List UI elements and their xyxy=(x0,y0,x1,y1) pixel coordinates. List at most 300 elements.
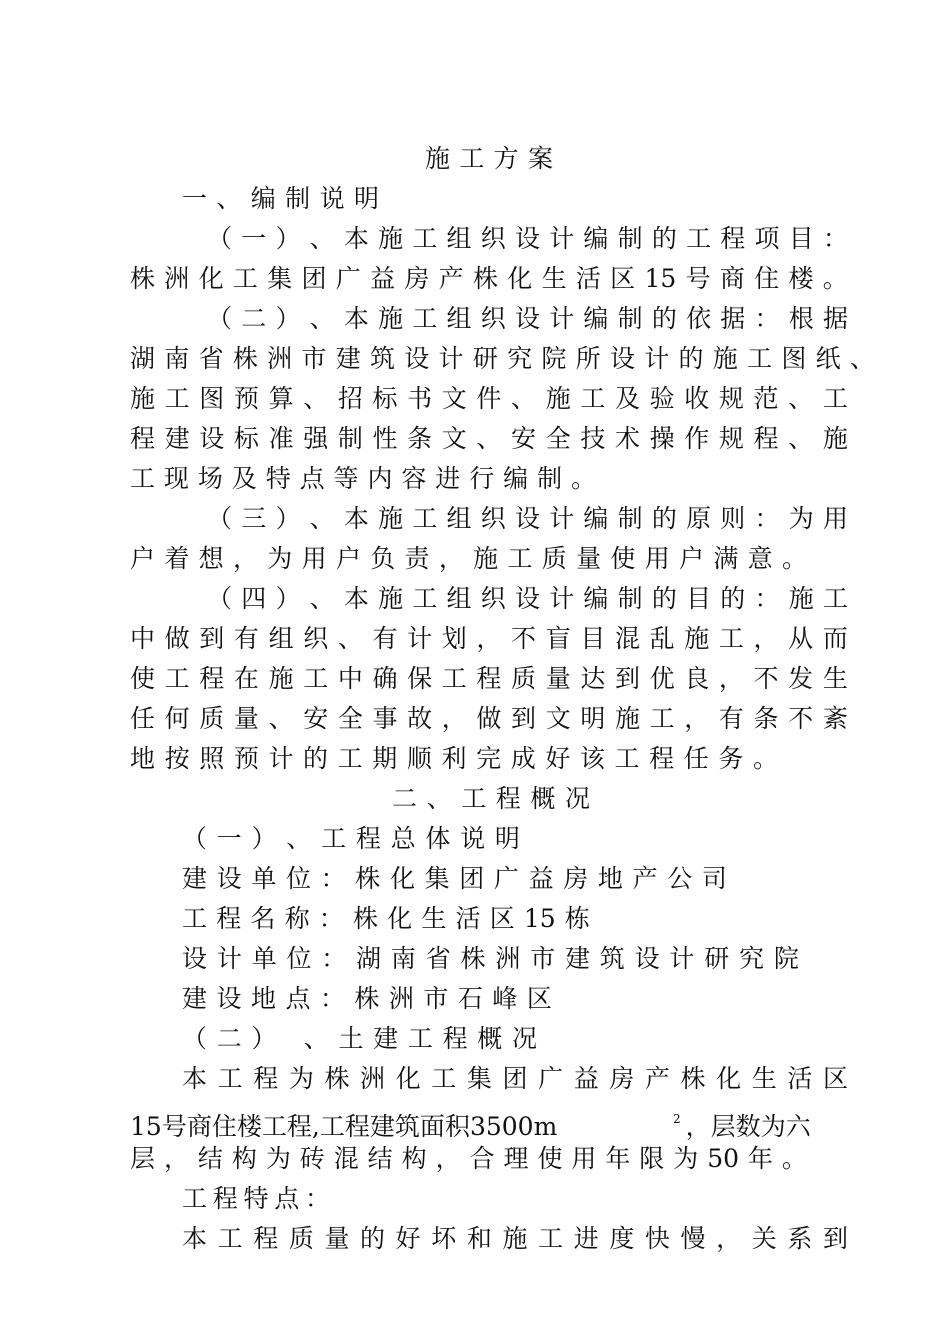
text-glyph: 制 xyxy=(617,584,643,613)
text-glyph: 、 xyxy=(788,424,814,453)
text-glyph: 中 xyxy=(130,624,156,653)
text-glyph: 而 xyxy=(822,624,848,653)
text-glyph: 混 xyxy=(614,624,640,653)
text-glyph: 目 xyxy=(580,624,606,653)
text-glyph: ： xyxy=(754,304,780,333)
text-glyph: 做 xyxy=(164,624,190,653)
text-glyph: 、 xyxy=(511,384,537,413)
text-glyph: ： xyxy=(822,224,848,253)
text-glyph: 。 xyxy=(781,1144,807,1173)
paragraph-line xyxy=(130,1144,807,1174)
text-glyph: 省 xyxy=(198,344,224,373)
text-glyph: 设 xyxy=(182,944,208,973)
text-glyph: 、 xyxy=(309,584,335,613)
text-glyph: 程 xyxy=(720,224,746,253)
text-glyph: 施 xyxy=(502,1224,528,1253)
space-glyph xyxy=(286,1024,294,1054)
text-glyph: 工 xyxy=(412,504,438,533)
text-glyph: （ xyxy=(207,304,233,333)
text-glyph: 建 xyxy=(182,864,208,893)
text-glyph: 、 xyxy=(309,504,335,533)
text-glyph: 洲 xyxy=(495,944,521,973)
text-glyph: 好 xyxy=(395,1224,421,1253)
area-unit-superscript: 2 xyxy=(673,1112,681,1126)
text-glyph: 紊 xyxy=(822,704,848,733)
text-glyph: 织 xyxy=(480,504,506,533)
text-glyph: 条 xyxy=(407,424,433,453)
text-glyph: 做 xyxy=(476,704,502,733)
text-glyph: 栋 xyxy=(564,904,590,933)
text-glyph: 编 xyxy=(583,584,609,613)
text-glyph: 想 xyxy=(198,544,224,573)
text-glyph: 工 xyxy=(649,704,675,733)
text-glyph: 结 xyxy=(367,1144,393,1173)
text-glyph: 层 xyxy=(130,1144,156,1173)
text-glyph: 15 xyxy=(644,264,677,293)
text-glyph: 的 xyxy=(360,1224,386,1253)
text-glyph: 说 xyxy=(319,184,345,213)
paragraph-line xyxy=(182,1224,848,1254)
text-glyph: 操 xyxy=(649,424,675,453)
text-glyph: 质 xyxy=(541,544,567,573)
text-glyph: 为 xyxy=(760,1112,786,1141)
text-glyph: 本 xyxy=(343,224,369,253)
text-glyph: 建 xyxy=(164,424,190,453)
paragraph-line xyxy=(130,704,848,734)
text-glyph: 生 xyxy=(541,264,567,293)
text-glyph: 明 xyxy=(580,704,606,733)
text-glyph: 设 xyxy=(514,304,540,333)
text-glyph: 则 xyxy=(720,504,746,533)
text-glyph: 筑 xyxy=(369,344,395,373)
text-glyph: 六 xyxy=(785,1112,811,1141)
text-glyph: 株 xyxy=(355,864,381,893)
text-glyph: 范 xyxy=(753,384,779,413)
text-glyph: 说 xyxy=(460,824,486,853)
text-glyph: 团 xyxy=(301,264,327,293)
text-glyph: 内 xyxy=(367,464,393,493)
text-glyph: ） xyxy=(275,584,301,613)
text-glyph: 、 xyxy=(216,184,242,213)
text-glyph: 原 xyxy=(686,504,712,533)
text-glyph: 用 xyxy=(822,504,848,533)
text-glyph: ） xyxy=(275,304,301,333)
features-label xyxy=(182,1184,330,1214)
text-glyph: 成 xyxy=(510,744,536,773)
text-glyph: 文 xyxy=(441,424,467,453)
text-glyph: 、 xyxy=(309,224,335,253)
text-glyph: 何 xyxy=(164,704,190,733)
text-glyph: 程 xyxy=(286,1112,312,1141)
text-glyph: 及 xyxy=(231,464,257,493)
text-glyph: 特 xyxy=(265,464,291,493)
text-glyph: 照 xyxy=(199,744,225,773)
text-glyph: 点 xyxy=(274,1184,300,1213)
text-glyph: 从 xyxy=(788,624,814,653)
text-glyph: 标 xyxy=(233,424,259,453)
text-glyph: 产 xyxy=(438,264,464,293)
text-glyph: 洲 xyxy=(360,1064,386,1093)
text-glyph: 公 xyxy=(667,864,693,893)
text-glyph: ） xyxy=(275,224,301,253)
text-glyph: 的 xyxy=(651,304,677,333)
text-glyph: 3500m xyxy=(469,1112,558,1141)
text-glyph: 的 xyxy=(651,224,677,253)
text-glyph: 株 xyxy=(680,1064,706,1093)
text-glyph: 集 xyxy=(267,264,293,293)
text-glyph: 建 xyxy=(369,1112,395,1141)
text-glyph: 工 xyxy=(614,744,640,773)
text-glyph: （ xyxy=(182,824,208,853)
text-glyph: 施 xyxy=(268,664,294,693)
text-glyph: ： xyxy=(754,584,780,613)
text-glyph: 筑 xyxy=(394,1112,420,1141)
text-glyph: 建 xyxy=(182,984,208,1013)
owner-line xyxy=(182,864,727,894)
text-glyph: 建 xyxy=(564,944,590,973)
text-glyph: 区 xyxy=(610,264,636,293)
text-glyph: 期 xyxy=(372,744,398,773)
text-glyph: 的 xyxy=(678,344,704,373)
text-glyph: 在 xyxy=(233,664,259,693)
text-glyph: 活 xyxy=(455,904,481,933)
text-glyph: 施 xyxy=(684,624,710,653)
text-glyph: 况 xyxy=(511,1024,537,1053)
text-glyph: 化 xyxy=(395,1064,421,1093)
text-glyph: 石 xyxy=(457,984,483,1013)
text-glyph: 单 xyxy=(251,864,277,893)
text-glyph: 有 xyxy=(372,624,398,653)
text-glyph: 市 xyxy=(301,344,327,373)
text-glyph: 设 xyxy=(514,504,540,533)
text-glyph: 良 xyxy=(684,664,710,693)
text-glyph: 计 xyxy=(669,944,695,973)
text-glyph: 株 xyxy=(130,264,156,293)
text-glyph: 户 xyxy=(679,544,705,573)
text-glyph: 施 xyxy=(378,224,404,253)
text-glyph: 计 xyxy=(438,344,464,373)
text-glyph: 方 xyxy=(493,144,519,173)
text-glyph: 设 xyxy=(609,344,635,373)
text-glyph: ， xyxy=(438,544,464,573)
document-title xyxy=(425,144,553,174)
paragraph-line xyxy=(207,584,848,614)
text-glyph: 计 xyxy=(268,744,294,773)
text-glyph: 地 xyxy=(250,984,276,1013)
text-glyph: 据 xyxy=(822,304,848,333)
text-glyph: ， xyxy=(753,624,779,653)
text-glyph: 工 xyxy=(303,664,329,693)
text-glyph: 制 xyxy=(285,184,311,213)
text-glyph: 洲 xyxy=(164,264,190,293)
text-glyph: 着 xyxy=(164,544,190,573)
text-glyph: 中 xyxy=(337,664,363,693)
text-glyph: （ xyxy=(207,584,233,613)
text-glyph: 行 xyxy=(469,464,495,493)
text-glyph: 顺 xyxy=(406,744,432,773)
text-glyph: 到 xyxy=(614,664,640,693)
text-glyph: 构 xyxy=(231,1144,257,1173)
text-glyph: 况 xyxy=(564,784,590,813)
text-glyph: 住 xyxy=(754,264,780,293)
text-glyph: 计 xyxy=(549,224,575,253)
text-glyph: 组 xyxy=(446,304,472,333)
text-glyph: , xyxy=(311,1112,320,1141)
text-glyph: 称 xyxy=(284,904,310,933)
text-glyph: 究 xyxy=(507,344,533,373)
text-glyph: 、 xyxy=(286,824,312,853)
text-glyph: 不 xyxy=(511,624,537,653)
text-glyph: 一 xyxy=(241,224,267,253)
text-glyph: ， xyxy=(441,704,467,733)
text-glyph: 区 xyxy=(489,904,515,933)
text-glyph: 快 xyxy=(644,1224,670,1253)
text-glyph: 进 xyxy=(435,464,461,493)
text-glyph: 集 xyxy=(466,1064,492,1093)
text-glyph: 标 xyxy=(372,384,398,413)
text-glyph: 程 xyxy=(130,424,156,453)
text-glyph: 概 xyxy=(477,1024,503,1053)
text-glyph: 条 xyxy=(753,704,779,733)
text-glyph: 施 xyxy=(378,304,404,333)
text-glyph: 工 xyxy=(217,1224,243,1253)
text-glyph: 安 xyxy=(303,704,329,733)
text-glyph: 株 xyxy=(232,344,258,373)
text-glyph: 技 xyxy=(580,424,606,453)
text-glyph: 湖 xyxy=(130,344,156,373)
text-glyph: 峰 xyxy=(492,984,518,1013)
subsection-heading xyxy=(182,824,520,854)
text-glyph: 株 xyxy=(472,264,498,293)
text-glyph: 程 xyxy=(212,1184,238,1213)
text-glyph: 安 xyxy=(511,424,537,453)
text-glyph: 司 xyxy=(701,864,727,893)
text-glyph: 50 xyxy=(707,1144,740,1173)
text-glyph: 纸 xyxy=(815,344,841,373)
text-glyph: 该 xyxy=(579,744,605,773)
paragraph-line xyxy=(207,504,848,534)
text-glyph: 广 xyxy=(335,264,361,293)
text-glyph: 房 xyxy=(563,864,589,893)
text-glyph: 性 xyxy=(372,424,398,453)
text-glyph: 广 xyxy=(493,864,519,893)
text-glyph: 株 xyxy=(352,904,378,933)
text-glyph: ） xyxy=(275,504,301,533)
text-glyph: 项 xyxy=(754,224,780,253)
text-glyph: 房 xyxy=(609,1064,635,1093)
text-glyph: 本 xyxy=(182,1064,208,1093)
text-glyph: 计 xyxy=(216,944,242,973)
text-glyph: 工 xyxy=(182,904,208,933)
paragraph-line xyxy=(130,424,848,454)
text-glyph: 南 xyxy=(390,944,416,973)
text-glyph: 混 xyxy=(333,1144,359,1173)
text-glyph: 设 xyxy=(634,944,660,973)
text-glyph: 明 xyxy=(494,824,520,853)
text-glyph: 组 xyxy=(446,224,472,253)
text-glyph: 、 xyxy=(337,624,363,653)
text-glyph: 区 xyxy=(822,1064,848,1093)
text-glyph: 使 xyxy=(610,544,636,573)
text-glyph: 施 xyxy=(425,144,451,173)
text-glyph: 根 xyxy=(788,304,814,333)
text-glyph: 工 xyxy=(412,584,438,613)
designer-line xyxy=(182,944,799,974)
text-glyph: 负 xyxy=(370,544,396,573)
section-heading-2 xyxy=(392,784,590,814)
text-glyph: 程 xyxy=(344,1112,370,1141)
text-glyph: 规 xyxy=(718,384,744,413)
text-glyph: 系 xyxy=(787,1224,813,1253)
text-glyph: 活 xyxy=(575,264,601,293)
text-glyph: 乱 xyxy=(649,624,675,653)
text-glyph: 织 xyxy=(480,224,506,253)
text-glyph: 概 xyxy=(530,784,556,813)
text-glyph: 预 xyxy=(233,384,259,413)
text-glyph: 建 xyxy=(373,1024,399,1053)
text-glyph: 使 xyxy=(537,1144,563,1173)
text-glyph: 任 xyxy=(130,704,156,733)
text-glyph: 工 xyxy=(130,464,156,493)
text-glyph: 号 xyxy=(685,264,711,293)
text-glyph: 设 xyxy=(216,984,242,1013)
text-glyph: 工 xyxy=(407,1024,433,1053)
text-glyph: 楼 xyxy=(788,264,814,293)
text-glyph: 株 xyxy=(460,944,486,973)
text-glyph: 土 xyxy=(338,1024,364,1053)
text-glyph: 坏 xyxy=(431,1224,457,1253)
text-glyph: 总 xyxy=(390,824,416,853)
text-glyph: 株 xyxy=(324,1064,350,1093)
text-glyph: 名 xyxy=(250,904,276,933)
text-glyph: 不 xyxy=(753,664,779,693)
text-glyph: 理 xyxy=(503,1144,529,1173)
text-glyph: 施 xyxy=(378,504,404,533)
text-glyph: 特 xyxy=(243,1184,269,1213)
text-glyph: 案 xyxy=(527,144,553,173)
text-glyph: ： xyxy=(754,504,780,533)
text-glyph: 化 xyxy=(716,1064,742,1093)
text-glyph: 意 xyxy=(747,544,773,573)
text-glyph: 点 xyxy=(285,984,311,1013)
text-glyph: 一 xyxy=(216,824,242,853)
text-glyph: 计 xyxy=(549,584,575,613)
text-glyph: 慢 xyxy=(680,1224,706,1253)
text-glyph: 二 xyxy=(392,784,418,813)
text-glyph: 程 xyxy=(495,784,521,813)
text-glyph: 好 xyxy=(545,744,571,773)
text-glyph: 程 xyxy=(442,1024,468,1053)
text-glyph: 为 xyxy=(267,544,293,573)
text-glyph: 工 xyxy=(232,264,258,293)
text-glyph: ） xyxy=(251,1024,277,1053)
text-glyph: 质 xyxy=(511,664,537,693)
text-glyph: 为 xyxy=(788,504,814,533)
text-glyph: 准 xyxy=(268,424,294,453)
text-glyph: 到 xyxy=(199,624,225,653)
text-glyph: 化 xyxy=(389,864,415,893)
text-glyph: 确 xyxy=(372,664,398,693)
text-glyph: 编 xyxy=(583,504,609,533)
text-glyph: 构 xyxy=(401,1144,427,1173)
text-glyph: 株 xyxy=(354,984,380,1013)
text-glyph: 化 xyxy=(507,264,533,293)
text-glyph: 程 xyxy=(253,1224,279,1253)
text-glyph: 、 xyxy=(426,784,452,813)
text-glyph: 制 xyxy=(537,464,563,493)
text-glyph: 图 xyxy=(781,344,807,373)
text-glyph: 商 xyxy=(186,1112,212,1141)
text-glyph: ， xyxy=(716,1224,742,1253)
text-glyph: 本 xyxy=(182,1224,208,1253)
text-glyph: ， xyxy=(435,1144,461,1173)
text-glyph: 院 xyxy=(773,944,799,973)
text-glyph: 。 xyxy=(570,464,596,493)
text-glyph: 关 xyxy=(751,1224,777,1253)
text-glyph: 施 xyxy=(473,544,499,573)
text-glyph: 的 xyxy=(303,744,329,773)
text-glyph: 建 xyxy=(335,344,361,373)
text-glyph: 盲 xyxy=(545,624,571,653)
text-glyph: 工 xyxy=(319,1112,345,1141)
text-glyph: 工 xyxy=(580,384,606,413)
area-text-tail xyxy=(686,1112,848,1142)
text-glyph: 用 xyxy=(644,544,670,573)
text-glyph: 湖 xyxy=(356,944,382,973)
text-glyph: ， xyxy=(685,1112,711,1141)
text-glyph: 利 xyxy=(441,744,467,773)
text-glyph: 活 xyxy=(787,1064,813,1093)
text-glyph: 益 xyxy=(528,864,554,893)
text-glyph: 依 xyxy=(686,304,712,333)
text-glyph: 究 xyxy=(739,944,765,973)
text-glyph: （ xyxy=(207,504,233,533)
paragraph-line xyxy=(130,744,778,774)
text-glyph: 程 xyxy=(199,664,225,693)
text-glyph: ， xyxy=(718,664,744,693)
text-glyph: 设 xyxy=(216,864,242,893)
text-glyph: 达 xyxy=(580,664,606,693)
text-glyph: 研 xyxy=(472,344,498,373)
text-glyph: 施 xyxy=(712,344,738,373)
text-glyph: 团 xyxy=(459,864,485,893)
text-glyph: 工 xyxy=(461,784,487,813)
paragraph-line xyxy=(130,264,848,294)
text-glyph: 一 xyxy=(182,184,208,213)
text-glyph: 量 xyxy=(233,704,259,733)
text-glyph: 为 xyxy=(265,1144,291,1173)
text-glyph: ， xyxy=(232,544,258,573)
text-glyph: 织 xyxy=(480,584,506,613)
text-glyph: 。 xyxy=(781,544,807,573)
text-glyph: 质 xyxy=(288,1224,314,1253)
text-glyph: 工 xyxy=(164,384,190,413)
text-glyph: 工 xyxy=(718,624,744,653)
text-glyph: 图 xyxy=(199,384,225,413)
paragraph-line xyxy=(182,1064,848,1094)
paragraph-line xyxy=(130,664,848,694)
text-glyph: 工 xyxy=(686,224,712,253)
text-glyph: 户 xyxy=(335,544,361,573)
text-glyph: 益 xyxy=(370,264,396,293)
text-glyph: 地 xyxy=(130,744,156,773)
text-glyph: 用 xyxy=(301,544,327,573)
text-glyph: 施 xyxy=(545,384,571,413)
text-glyph: 责 xyxy=(404,544,430,573)
text-glyph: 工 xyxy=(441,664,467,693)
text-glyph: 二 xyxy=(241,304,267,333)
text-glyph: 积 xyxy=(444,1112,470,1141)
